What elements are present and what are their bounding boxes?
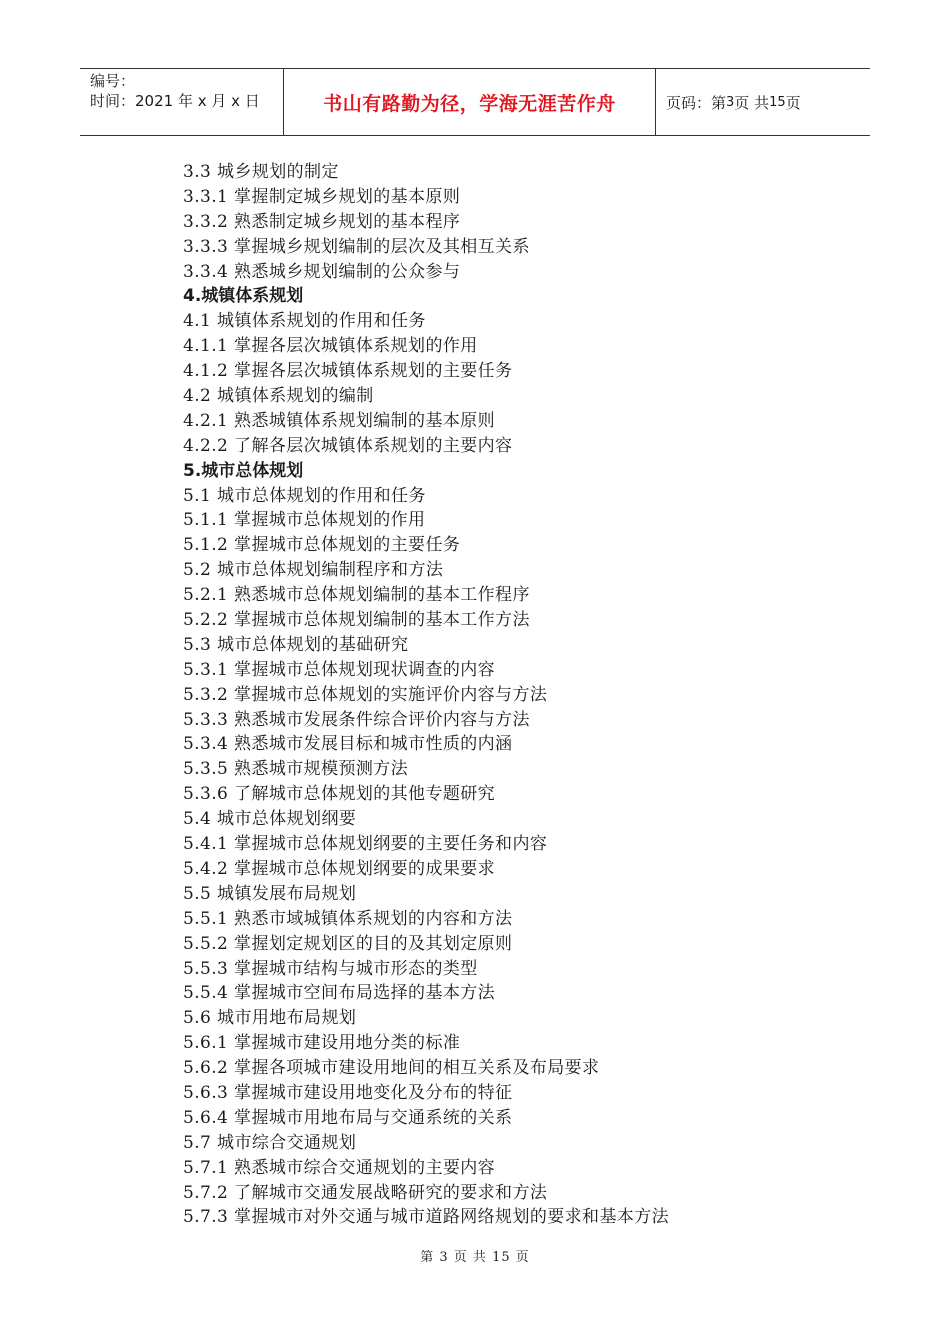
outline-item: 5.3.6 了解城市总体规划的其他专题研究 [183, 784, 496, 805]
outline-item: 3.3.3 掌握城乡规划编制的层次及其相互关系 [183, 236, 530, 257]
page-current: 3 [726, 94, 735, 110]
outline-item: 5.3.2 掌握城市总体规划的实施评价内容与方法 [183, 684, 548, 705]
outline-body [183, 160, 883, 1230]
outline-item: 4.1.1 掌握各层次城镇体系规划的作用 [183, 336, 478, 357]
footer-mid: 页 共 [453, 1250, 487, 1265]
outline-item: 4.1.2 掌握各层次城镇体系规划的主要任务 [183, 361, 513, 382]
outline-item: 5.2.1 熟悉城市总体规划编制的基本工作程序 [183, 585, 530, 606]
outline-item: 5.1.1 掌握城市总体规划的作用 [183, 510, 426, 531]
outline-item: 5.7.1 熟悉城市综合交通规划的主要内容 [183, 1157, 496, 1178]
header-motto: 书山有路勤为径，学海无涯苦作舟 [323, 92, 616, 115]
outline-item: 5.5.2 掌握划定规划区的目的及其划定原则 [183, 933, 513, 954]
outline-item: 5.2.2 掌握城市总体规划编制的基本工作方法 [183, 610, 530, 631]
serial-label: 编号： [90, 72, 136, 90]
outline-item: 4.2.1 熟悉城镇体系规划编制的基本原则 [183, 410, 496, 431]
outline-item: 5.5 城镇发展布局规划 [183, 883, 357, 904]
date-label: 时间：2021 年 x 月 x 日 [90, 92, 260, 110]
header-meta [80, 69, 282, 135]
outline-item: 5.1.2 掌握城市总体规划的主要任务 [183, 535, 461, 556]
outline-item: 5.6.3 掌握城市建设用地变化及分布的特征 [183, 1082, 513, 1103]
outline-item: 4.2.2 了解各层次城镇体系规划的主要内容 [183, 435, 513, 456]
outline-item: 5.4.1 掌握城市总体规划纲要的主要任务和内容 [183, 834, 548, 855]
outline-item: 5.3.3 熟悉城市发展条件综合评价内容与方法 [183, 709, 530, 730]
outline-item: 5.7.2 了解城市交通发展战略研究的要求和方法 [183, 1182, 548, 1203]
outline-item: 5.6 城市用地布局规划 [183, 1008, 357, 1029]
footer-current: 3 [439, 1250, 449, 1265]
outline-item: 5.6.2 掌握各项城市建设用地间的相互关系及布局要求 [183, 1058, 600, 1079]
page-label-prefix: 页码：第 [666, 93, 727, 112]
footer-total: 15 [492, 1250, 511, 1265]
page-footer [0, 1246, 950, 1265]
outline-item: 5.3.4 熟悉城市发展目标和城市性质的内涵 [183, 734, 513, 755]
outline-item: 4.1 城镇体系规划的作用和任务 [183, 311, 426, 332]
outline-item: 5.7.3 掌握城市对外交通与城市道路网络规划的要求和基本方法 [183, 1207, 670, 1228]
page-label-mid: 页 共 [734, 93, 770, 112]
header-page-number [656, 69, 870, 135]
outline-item: 5.3 城市总体规划的基础研究 [183, 634, 409, 655]
section-heading: 5.城市总体规划 [183, 460, 304, 481]
outline-item: 5.2 城市总体规划编制程序和方法 [183, 560, 444, 581]
page-label-suffix: 页 [785, 93, 801, 112]
footer-suffix: 页 [515, 1250, 530, 1265]
outline-item: 5.7 城市综合交通规划 [183, 1132, 357, 1153]
outline-item: 5.5.1 熟悉市域城镇体系规划的内容和方法 [183, 908, 513, 929]
section-heading: 4.城镇体系规划 [183, 286, 304, 307]
outline-item: 5.4.2 掌握城市总体规划纲要的成果要求 [183, 858, 496, 879]
outline-item: 3.3 城乡规划的制定 [183, 162, 339, 182]
outline-item: 5.5.3 掌握城市结构与城市形态的类型 [183, 958, 478, 979]
outline-item: 5.6.1 掌握城市建设用地分类的标准 [183, 1033, 461, 1054]
outline-item: 3.3.4 熟悉城乡规划编制的公众参与 [183, 261, 461, 282]
outline-item: 5.6.4 掌握城市用地布局与交通系统的关系 [183, 1107, 513, 1128]
footer-prefix: 第 [420, 1250, 435, 1265]
outline-item: 5.1 城市总体规划的作用和任务 [183, 485, 426, 506]
outline-item: 5.4 城市总体规划纲要 [183, 809, 357, 830]
outline-item: 3.3.1 掌握制定城乡规划的基本原则 [183, 186, 461, 207]
document-header [80, 68, 870, 136]
outline-item: 3.3.2 熟悉制定城乡规划的基本程序 [183, 211, 461, 232]
page-total: 15 [769, 94, 786, 110]
outline-item: 4.2 城镇体系规划的编制 [183, 386, 374, 407]
outline-item: 5.5.4 掌握城市空间布局选择的基本方法 [183, 983, 496, 1004]
outline-item: 5.3.1 掌握城市总体规划现状调查的内容 [183, 659, 496, 680]
outline-item: 5.3.5 熟悉城市规模预测方法 [183, 759, 409, 780]
